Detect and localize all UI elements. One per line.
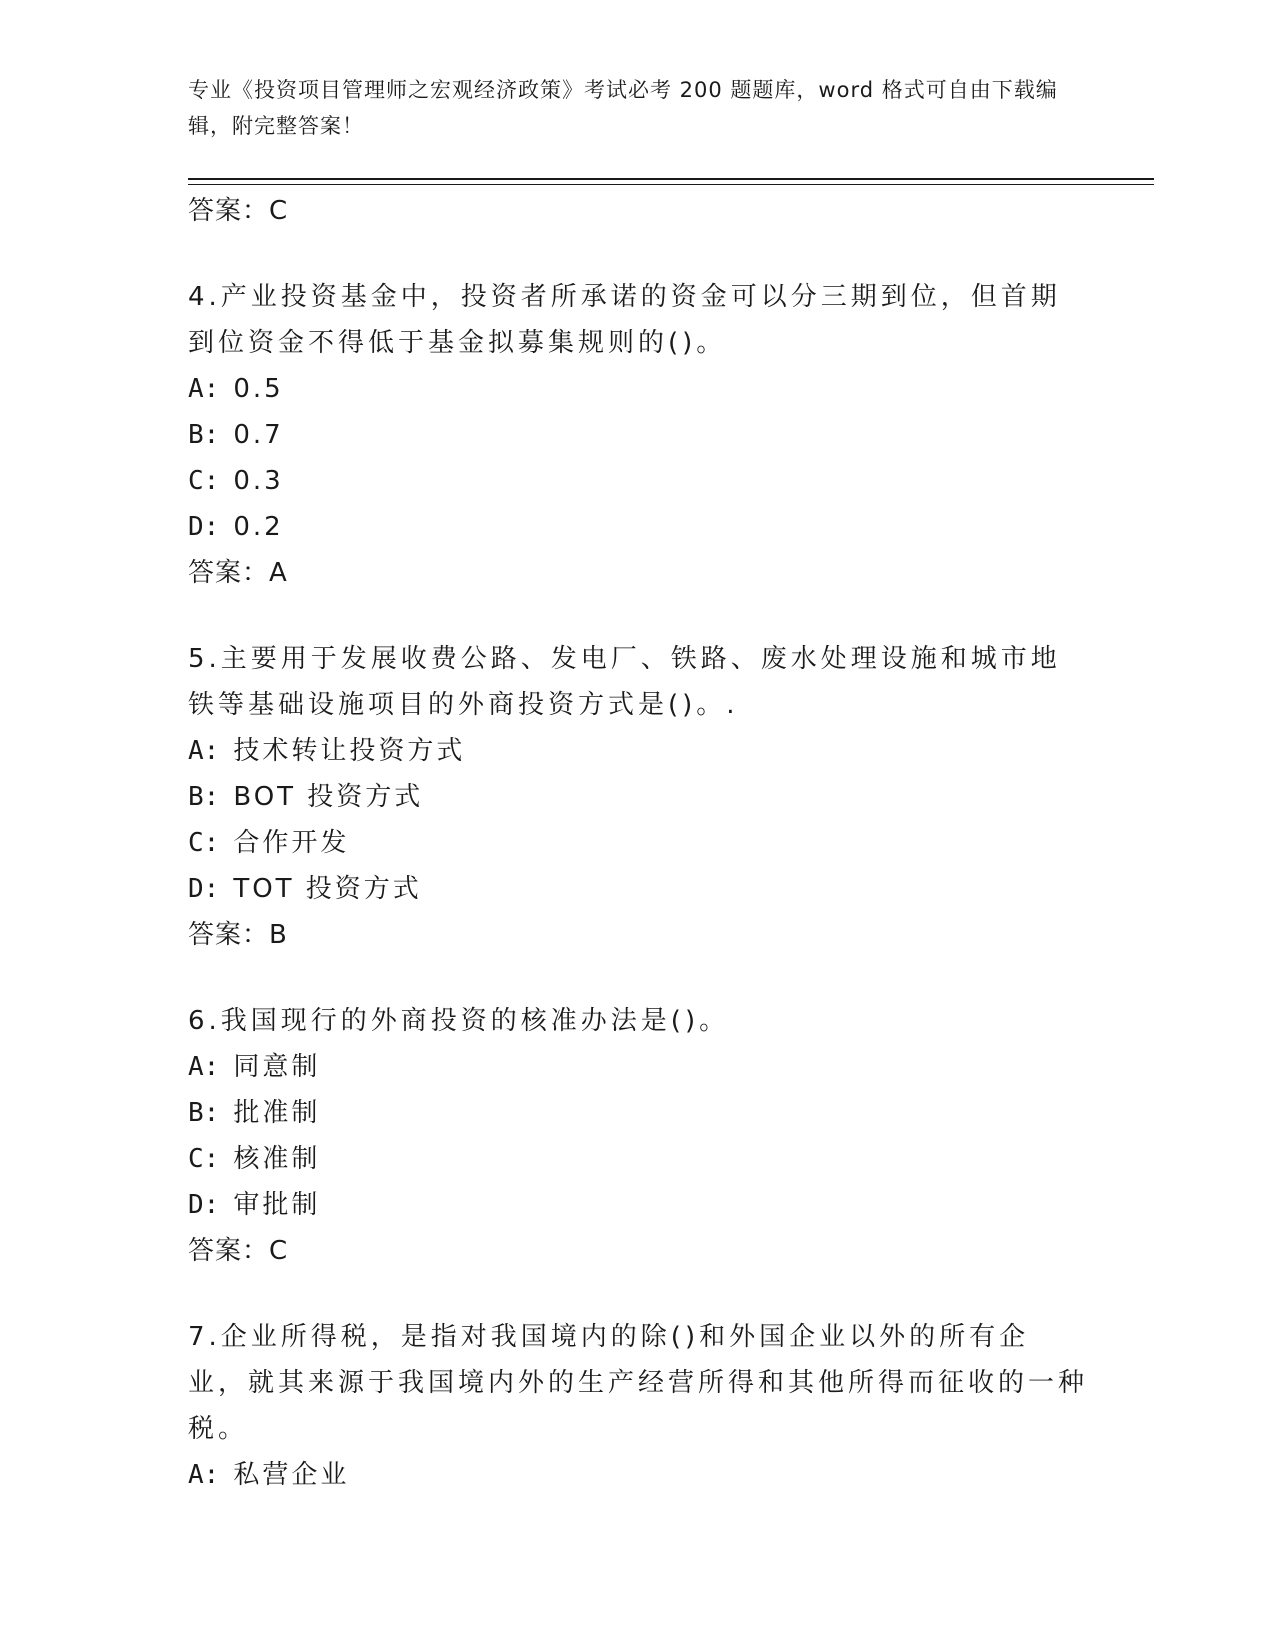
option-text: 同意制 [233,1052,321,1082]
option-letter: D [188,874,204,904]
option-letter: C [188,828,204,858]
option-letter: C [188,466,204,496]
option-letter: B [188,1098,204,1128]
document-header: 专业《投资项目管理师之宏观经济政策》考试必考 200 题题库，word 格式可自由下载编辑，附完整答案！ [188,78,1058,138]
option-text: 核准制 [233,1144,321,1174]
question-text: 6.我国现行的外商投资的核准办法是()。 [188,1006,730,1036]
option-text: 技术转让投资方式 [233,736,466,766]
option-b: B: BOT 投资方式 [188,782,424,812]
document-body [188,188,1088,1538]
option-text: 私营企业 [233,1460,350,1490]
answer-line: 答案：C [188,196,289,226]
option-letter: A [188,374,204,404]
option-c: C: 核准制 [188,1144,321,1174]
option-text: 0.2 [233,512,284,542]
option-text: 审批制 [233,1190,321,1220]
option-letter: A [188,736,204,766]
option-c: C: 合作开发 [188,828,350,858]
question-text: 4.产业投资基金中，投资者所承诺的资金可以分三期到位，但首期到位资金不得低于基金拟募集规则的()。 [188,282,1061,358]
option-a: A: 私营企业 [188,1460,350,1490]
option-letter: D [188,512,204,542]
answer-line: 答案：A [188,558,288,588]
question-block [188,998,1088,1274]
option-text: 0.7 [233,420,284,450]
option-d: D: 审批制 [188,1190,321,1220]
option-a: A: 同意制 [188,1052,321,1082]
header-rule-thin [188,184,1154,185]
option-letter: A [188,1460,204,1490]
option-text: BOT 投资方式 [233,782,424,812]
question-text: 5.主要用于发展收费公路、发电厂、铁路、废水处理设施和城市地铁等基础设施项目的外商投资方式是()。. [188,644,1061,720]
question-block [188,274,1088,596]
option-letter: A [188,1052,204,1082]
header-rule-thick [188,178,1154,180]
option-a: A: 0.5 [188,374,284,404]
option-text: 合作开发 [233,828,350,858]
option-letter: C [188,1144,204,1174]
question-block [188,1314,1088,1498]
option-c: C: 0.3 [188,466,284,496]
option-d: D: TOT 投资方式 [188,874,422,904]
option-text: 批准制 [233,1098,321,1128]
option-text: 0.3 [233,466,284,496]
option-a: A: 技术转让投资方式 [188,736,466,766]
question-block [188,636,1088,958]
answer-line: 答案：C [188,1236,289,1266]
option-letter: B [188,420,204,450]
option-text: 0.5 [233,374,284,404]
question-text: 7.企业所得税，是指对我国境内的除()和外国企业以外的所有企业，就其来源于我国境内外的生产经营所得和其他所得而征收的一种税。 [188,1322,1089,1444]
option-b: B: 0.7 [188,420,284,450]
option-b: B: 批准制 [188,1098,321,1128]
option-d: D: 0.2 [188,512,284,542]
option-text: TOT 投资方式 [233,874,422,904]
option-letter: B [188,782,204,812]
answer-line: 答案：B [188,920,288,950]
option-letter: D [188,1190,204,1220]
